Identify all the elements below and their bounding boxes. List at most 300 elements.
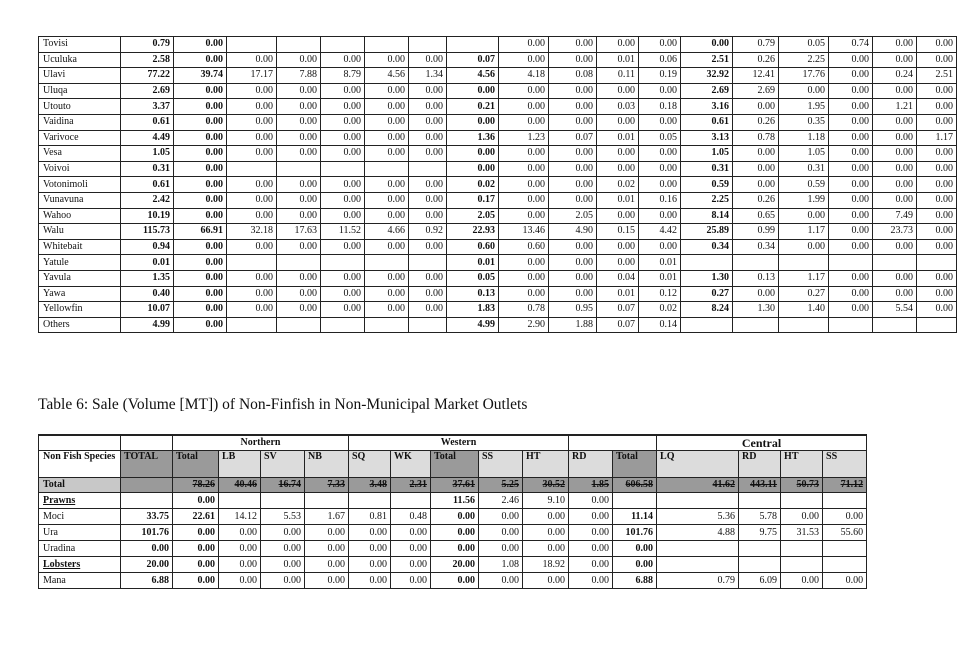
table-cell: 13.46 [499,224,549,240]
table-cell: 1.95 [779,99,829,115]
table-cell: 0.00 [549,114,597,130]
table-cell: 0.00 [431,573,479,589]
table-cell: 0.00 [829,130,873,146]
table-cell: 0.01 [121,255,174,271]
table-cell: 0.00 [261,573,305,589]
table-cell: 0.00 [174,99,227,115]
table-cell: 0.00 [365,114,409,130]
column-header: Total [431,451,479,478]
table-cell: 0.00 [391,557,431,573]
table-cell: 0.00 [781,573,823,589]
table-cell: 0.00 [365,302,409,318]
table-cell: 20.00 [431,557,479,573]
table-cell [227,255,277,271]
species-name: Vaidina [39,114,121,130]
table-cell: 0.00 [227,99,277,115]
species-name: Utouto [39,99,121,115]
species-name: Uluqa [39,83,121,99]
table-cell: 22.61 [173,509,219,525]
table-cell: 0.31 [121,161,174,177]
table-cell: 0.00 [321,146,365,162]
table-cell: 0.19 [639,68,681,84]
table-cell: 0.00 [227,286,277,302]
table-cell [321,317,365,333]
table-cell: 0.01 [597,192,639,208]
table-cell: 0.00 [174,83,227,99]
table-cell: 0.00 [173,541,219,557]
table-cell: 0.05 [639,130,681,146]
table-cell: 0.13 [733,270,779,286]
table-cell: 0.00 [277,177,321,193]
table-cell: 2.46 [479,493,523,509]
table-cell: 0.00 [277,208,321,224]
table-cell: 0.00 [917,37,957,53]
table-cell: 1.67 [305,509,349,525]
table-row [39,208,957,224]
table-cell: 20.00 [121,557,173,573]
table-cell: 7.49 [873,208,917,224]
table-cell: 0.00 [277,239,321,255]
table-cell [823,493,867,509]
table-cell: 0.00 [639,208,681,224]
table-cell: 0.00 [597,161,639,177]
table-cell [227,37,277,53]
table-cell: 0.34 [681,239,733,255]
table-cell: 10.07 [121,302,174,318]
table-cell: 0.00 [873,37,917,53]
table-cell: 0.00 [829,177,873,193]
table-cell: 0.00 [227,114,277,130]
table-cell: 0.07 [549,130,597,146]
table-cell: 0.00 [639,177,681,193]
table-cell: 0.00 [917,161,957,177]
table-cell [321,37,365,53]
table-cell [917,255,957,271]
table-cell: 0.00 [365,286,409,302]
table-cell: 0.31 [779,161,829,177]
table-cell: 0.00 [277,99,321,115]
table-cell: 0.00 [174,286,227,302]
table-cell: 0.60 [499,239,549,255]
table-cell: 0.00 [174,192,227,208]
table-cell: 0.00 [823,573,867,589]
table-cell: 0.00 [639,37,681,53]
table-cell: 0.00 [173,557,219,573]
table-cell: 0.00 [499,99,549,115]
table-cell: 0.00 [917,177,957,193]
table-cell: 0.00 [365,146,409,162]
region-central: Central [657,435,867,451]
table-cell: 0.00 [321,52,365,68]
table-cell: 1.35 [121,270,174,286]
table-cell: 0.00 [227,52,277,68]
table-cell: 0.00 [523,525,569,541]
column-header: LQ [657,451,739,478]
header-species: Non Fish Species [39,451,121,478]
table-cell: 0.35 [779,114,829,130]
table-row [39,239,957,255]
table-cell: 1.34 [409,68,447,84]
table-cell: 0.24 [873,68,917,84]
table-cell: 0.02 [639,302,681,318]
table-cell: 0.00 [549,286,597,302]
table-cell [657,541,739,557]
table-cell: 2.42 [121,192,174,208]
table-cell: 0.00 [409,286,447,302]
table-cell: 0.00 [321,192,365,208]
table-cell: 0.00 [277,270,321,286]
table-cell: 0.00 [479,573,523,589]
table-cell: 0.00 [174,255,227,271]
total-cell: 7.33 [305,478,349,493]
table-cell: 2.25 [681,192,733,208]
table-cell: 6.09 [739,573,781,589]
table-cell: 0.00 [639,161,681,177]
table-cell: 115.73 [121,224,174,240]
table-cell: 5.36 [657,509,739,525]
species-name: Others [39,317,121,333]
table-cell: 1.30 [733,302,779,318]
table-cell: 1.36 [447,130,499,146]
table-cell: 0.00 [447,161,499,177]
table-cell: 0.00 [321,286,365,302]
table-cell: 0.00 [613,557,657,573]
table-cell: 3.13 [681,130,733,146]
table-cell: 0.00 [365,130,409,146]
table-cell: 0.00 [365,208,409,224]
table-cell: 0.07 [447,52,499,68]
table-cell: 0.00 [781,509,823,525]
table-cell: 0.00 [873,130,917,146]
table-cell: 0.00 [613,541,657,557]
table-cell: 0.00 [829,99,873,115]
table-cell: 0.00 [569,541,613,557]
table-cell: 0.00 [523,541,569,557]
table-row [39,509,867,525]
table-cell: 0.00 [499,114,549,130]
table-cell: 0.00 [174,317,227,333]
region-northern: Northern [173,435,349,451]
table-cell [349,493,391,509]
table-cell: 0.00 [227,270,277,286]
table-cell: 0.00 [447,83,499,99]
table-cell: 0.00 [499,286,549,302]
table-cell: 0.00 [597,114,639,130]
table-row [39,114,957,130]
column-header-row [39,451,867,478]
table-cell [277,161,321,177]
table-row [39,557,867,573]
table-cell: 0.00 [365,270,409,286]
table-cell: 0.01 [597,130,639,146]
table-row [39,130,957,146]
table-cell: 4.49 [121,130,174,146]
table-cell: 1.23 [499,130,549,146]
species-name: Lobsters [39,557,121,573]
table-cell: 0.00 [174,130,227,146]
table-cell: 0.00 [569,509,613,525]
table-cell: 0.00 [409,239,447,255]
table-cell: 0.00 [549,192,597,208]
table-cell: 6.88 [613,573,657,589]
species-name: Ulavi [39,68,121,84]
table-cell: 0.05 [447,270,499,286]
table-cell: 0.00 [733,177,779,193]
table-cell: 3.16 [681,99,733,115]
table-cell: 1.08 [479,557,523,573]
table-cell: 9.10 [523,493,569,509]
species-name: Voivoi [39,161,121,177]
table-cell: 11.56 [431,493,479,509]
total-cell: 1.85 [569,478,613,493]
table-cell [219,493,261,509]
table-cell: 0.00 [409,177,447,193]
table-cell: 0.00 [321,83,365,99]
table-cell: 0.59 [681,177,733,193]
total-cell: 5.25 [479,478,523,493]
table-cell [781,557,823,573]
table-cell [873,317,917,333]
table-cell: 0.00 [873,146,917,162]
total-row [39,478,867,493]
table-cell: 0.21 [447,99,499,115]
table-cell: 0.00 [829,302,873,318]
table-cell [321,255,365,271]
table-cell: 0.60 [447,239,499,255]
table-cell: 0.00 [569,493,613,509]
column-header: HT [781,451,823,478]
table-cell [779,255,829,271]
table-cell: 0.00 [917,83,957,99]
table-cell: 0.34 [733,239,779,255]
table-cell [121,493,173,509]
table-cell: 0.00 [779,83,829,99]
table-cell: 0.00 [227,239,277,255]
table-cell: 0.00 [499,146,549,162]
species-name: Mana [39,573,121,589]
table-cell [261,493,305,509]
table-cell: 0.00 [277,130,321,146]
table-cell: 0.00 [277,52,321,68]
total-cell: 40.46 [219,478,261,493]
table-cell: 0.05 [779,37,829,53]
table-cell: 32.18 [227,224,277,240]
table-row [39,302,957,318]
table-cell: 0.01 [597,286,639,302]
table-cell: 0.00 [261,557,305,573]
table-cell: 0.00 [829,208,873,224]
column-header: SQ [349,451,391,478]
table-cell: 0.01 [639,270,681,286]
total-cell: 606.58 [613,478,657,493]
table-cell: 0.00 [873,114,917,130]
species-name: Walu [39,224,121,240]
table-cell: 0.00 [917,192,957,208]
table-cell: 1.21 [873,99,917,115]
table-row [39,52,957,68]
table-cell: 0.00 [349,525,391,541]
table-cell: 17.17 [227,68,277,84]
table-cell: 4.66 [365,224,409,240]
table-cell [733,255,779,271]
table-cell: 0.00 [499,177,549,193]
table-cell: 0.00 [829,161,873,177]
table-cell: 0.00 [219,557,261,573]
table-row [39,99,957,115]
table-cell: 0.00 [431,509,479,525]
table-cell [227,161,277,177]
table-cell: 0.26 [733,52,779,68]
table-cell: 0.00 [321,99,365,115]
total-cell: 16.74 [261,478,305,493]
table-cell [277,317,321,333]
table-cell: 0.00 [305,541,349,557]
species-name: Whitebait [39,239,121,255]
table-cell: 0.00 [219,541,261,557]
table-cell: 0.00 [174,270,227,286]
total-cell: 41.62 [657,478,739,493]
column-header: Total [613,451,657,478]
table-cell: 0.00 [447,114,499,130]
table-cell: 0.18 [639,99,681,115]
table-cell: 0.00 [227,130,277,146]
table-cell: 33.75 [121,509,173,525]
table-cell: 11.52 [321,224,365,240]
table-cell: 0.00 [479,541,523,557]
table-cell: 0.00 [549,239,597,255]
table-cell: 0.00 [219,573,261,589]
species-name: Uculuka [39,52,121,68]
table-cell: 0.00 [829,270,873,286]
column-header: SS [479,451,523,478]
table-cell: 1.83 [447,302,499,318]
table-cell: 0.00 [499,37,549,53]
table-cell [739,493,781,509]
table-cell: 4.90 [549,224,597,240]
table-cell: 4.56 [365,68,409,84]
column-header: SV [261,451,305,478]
species-name: Vunavuna [39,192,121,208]
table-cell: 5.54 [873,302,917,318]
table-cell: 0.00 [873,161,917,177]
table-cell: 4.99 [121,317,174,333]
table-cell: 0.11 [597,68,639,84]
table-cell: 5.53 [261,509,305,525]
total-cell: 30.52 [523,478,569,493]
table-cell: 0.00 [733,161,779,177]
table-cell [365,161,409,177]
table-cell: 0.00 [499,255,549,271]
table-cell: 0.14 [639,317,681,333]
table-cell: 0.13 [447,286,499,302]
table-cell: 2.05 [447,208,499,224]
table-cell: 0.00 [349,541,391,557]
nonfinfish-sales-table [38,434,867,589]
table-cell: 17.76 [779,68,829,84]
table-cell [365,37,409,53]
table-cell: 0.00 [305,525,349,541]
table-cell: 0.00 [261,541,305,557]
table-cell: 77.22 [121,68,174,84]
table-cell: 0.00 [409,270,447,286]
table-cell [409,255,447,271]
total-cell: 78.26 [173,478,219,493]
column-header: LB [219,451,261,478]
column-header: RD [739,451,781,478]
table-cell: 0.00 [549,83,597,99]
table-cell: 0.00 [173,573,219,589]
table-cell: 0.79 [657,573,739,589]
table-cell: 0.00 [549,255,597,271]
table-cell: 0.00 [409,99,447,115]
table-cell: 8.24 [681,302,733,318]
table-cell: 1.17 [917,130,957,146]
table-cell: 0.15 [597,224,639,240]
table-cell: 0.00 [409,302,447,318]
table-cell: 0.00 [227,208,277,224]
table-cell: 0.00 [917,224,957,240]
table-cell: 2.25 [779,52,829,68]
table-cell: 0.00 [321,177,365,193]
table-cell: 101.76 [613,525,657,541]
table-cell [779,317,829,333]
table-cell: 0.40 [121,286,174,302]
species-name: Yellowfin [39,302,121,318]
table-cell: 2.51 [681,52,733,68]
table-cell: 2.58 [121,52,174,68]
table-cell: 0.00 [597,208,639,224]
table-cell: 0.00 [321,130,365,146]
table-row [39,255,957,271]
table-cell [781,493,823,509]
table-cell: 0.31 [681,161,733,177]
table-cell: 0.00 [391,541,431,557]
table-cell: 0.00 [349,573,391,589]
table-cell: 0.00 [523,509,569,525]
table-cell: 0.00 [569,525,613,541]
table-cell: 0.02 [597,177,639,193]
table-cell: 0.59 [779,177,829,193]
table-cell [733,317,779,333]
table-cell: 0.00 [829,224,873,240]
table-cell: 0.00 [365,83,409,99]
table-cell: 22.93 [447,224,499,240]
table-row [39,37,957,53]
table-cell: 0.00 [829,286,873,302]
table-cell: 2.05 [549,208,597,224]
total-cell: 2.31 [391,478,431,493]
table-cell: 0.00 [173,525,219,541]
table-cell: 2.69 [121,83,174,99]
table-cell: 0.48 [391,509,431,525]
table-cell: 0.00 [277,302,321,318]
table-cell: 18.92 [523,557,569,573]
table-cell [657,493,739,509]
table-cell: 0.27 [779,286,829,302]
table-cell: 0.00 [227,83,277,99]
table-cell [781,541,823,557]
total-cell: 37.61 [431,478,479,493]
species-name: Wahoo [39,208,121,224]
table-cell: 0.06 [639,52,681,68]
table-cell: 12.41 [733,68,779,84]
table-cell [227,317,277,333]
table-cell: 32.92 [681,68,733,84]
table-cell: 0.00 [549,146,597,162]
table-cell [681,255,733,271]
table-cell: 0.00 [365,177,409,193]
table-cell: 0.00 [174,52,227,68]
